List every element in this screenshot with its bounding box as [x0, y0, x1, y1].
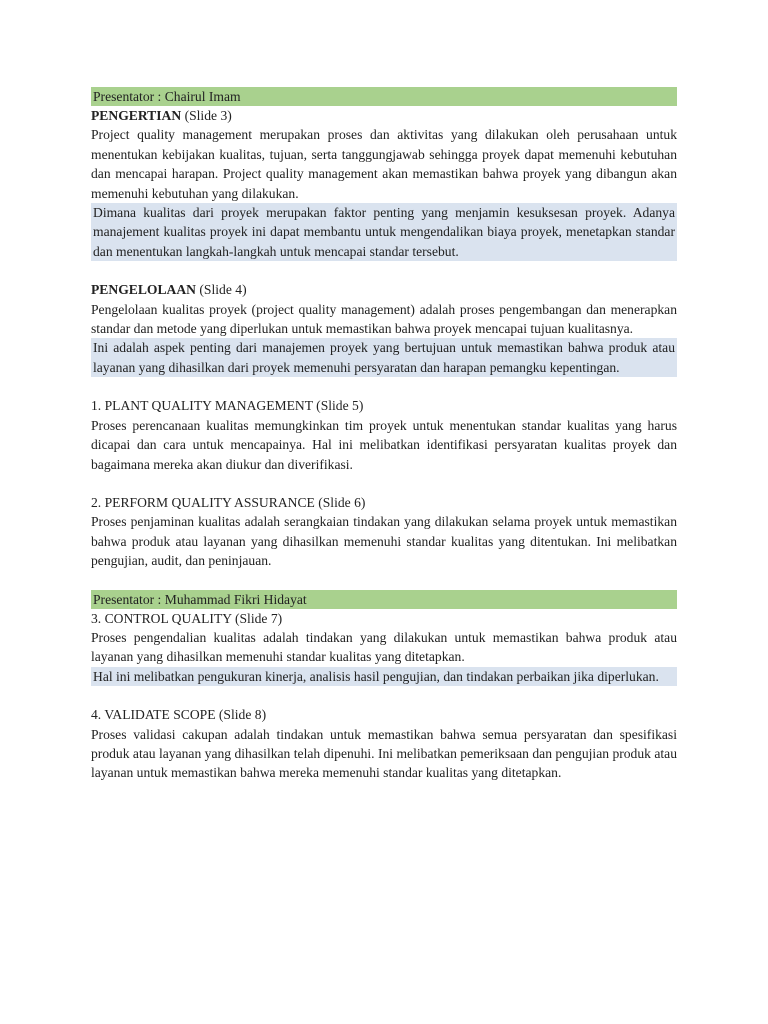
section-4-paragraph: Proses validasi cakupan adalah tindakan untuk memastikan bahwa semua persyaratan dan spesifikasi produk atau layanan yang dihasilkan telah dipenuhi. Ini melibatkan pemeriksaan dan pengujian produk atau layanan untuk memastikan bahwa mereka memenuhi standar kualitas yang ditetapkan.: [91, 726, 677, 781]
presenter-banner-2: Presentator : Muhammad Fikri Hidayat: [91, 590, 677, 609]
section-2-paragraph: Proses penjaminan kualitas adalah serangkaian tindakan yang dilakukan selama proyek untuk memastikan bahwa produk atau layanan yang dihasilkan memenuhi standar kualitas yang ditentukan. Ini melibatkan pengujian, audit, dan peninjauan.: [91, 514, 677, 569]
spacer: [91, 377, 677, 396]
pengelolaan-paragraph-1: Pengelolaan kualitas proyek (project quality management) adalah proses pengembangan dan menerapkan standar dan metode yang diperlukan untuk memastikan bahwa proyek mencapai tujuan kualitasnya.: [91, 301, 677, 337]
pengertian-heading-slide: (Slide 3): [181, 108, 232, 123]
pengelolaan-heading-bold: PENGELOLAAN: [91, 282, 196, 298]
section-3-paragraph-1: Proses pengendalian kualitas adalah tindakan yang dilakukan untuk memastikan bahwa produk atau layanan yang dihasilkan memenuhi standar kualitas yang ditetapkan.: [91, 629, 677, 665]
spacer: [91, 571, 677, 590]
section-1-heading: 1. PLANT QUALITY MANAGEMENT (Slide 5): [91, 398, 364, 414]
pengertian-paragraph-2: Dimana kualitas dari proyek merupakan faktor penting yang menjamin kesuksesan proyek. Adanya manajement kualitas proyek ini dapat membantu untuk mengendalikan biaya proyek, menetapkan standar dan menentukan langkah-langkah untuk mencapai standar tersebut.: [91, 203, 677, 261]
document-content: [91, 87, 677, 783]
section-4-heading: 4. VALIDATE SCOPE (Slide 8): [91, 707, 267, 723]
pengelolaan-paragraph-2: Ini adalah aspek penting dari manajemen proyek yang bertujuan untuk memastikan bahwa produk atau layanan yang dihasilkan dari proyek memenuhi persyaratan dan harapan pemangku kepentingan.: [91, 338, 677, 377]
pengertian-heading-bold: PENGERTIAN: [91, 108, 182, 123]
spacer: [91, 261, 677, 280]
presenter-banner-1: Presentator : Chairul Imam: [91, 87, 677, 106]
pengelolaan-heading: [91, 280, 677, 299]
pengelolaan-heading-slide: (Slide 4): [196, 282, 247, 298]
section-1-paragraph: Proses perencanaan kualitas memungkinkan tim proyek untuk menentukan standar kualitas yang harus dicapai dan cara untuk mencapainya. Hal ini melibatkan identifikasi persyaratan kualitas proyek dan bagaimana mereka akan diukur dan diverifikasi.: [91, 417, 677, 472]
section-3-paragraph-2: Hal ini melibatkan pengukuran kinerja, analisis hasil pengujian, dan tindakan perbaikan jika diperlukan.: [91, 667, 677, 686]
pengertian-paragraph-1: Project quality management merupakan proses dan aktivitas yang dilakukan oleh perusahaan untuk menentukan kebijakan kualitas, tujuan, serta tanggungjawab sehingga proyek dapat memenuhi kebutuhan dan mencapai harapan. Project quality management akan memastikan bahwa proyek yang dibangun akan memenuhi kebutuhan yang dilakukan.: [91, 127, 677, 201]
section-3-heading: 3. CONTROL QUALITY (Slide 7): [91, 610, 283, 626]
pengertian-heading: [91, 106, 677, 125]
section-2-heading: 2. PERFORM QUALITY ASSURANCE (Slide 6): [91, 494, 366, 510]
spacer: [91, 474, 677, 493]
spacer: [91, 686, 677, 705]
